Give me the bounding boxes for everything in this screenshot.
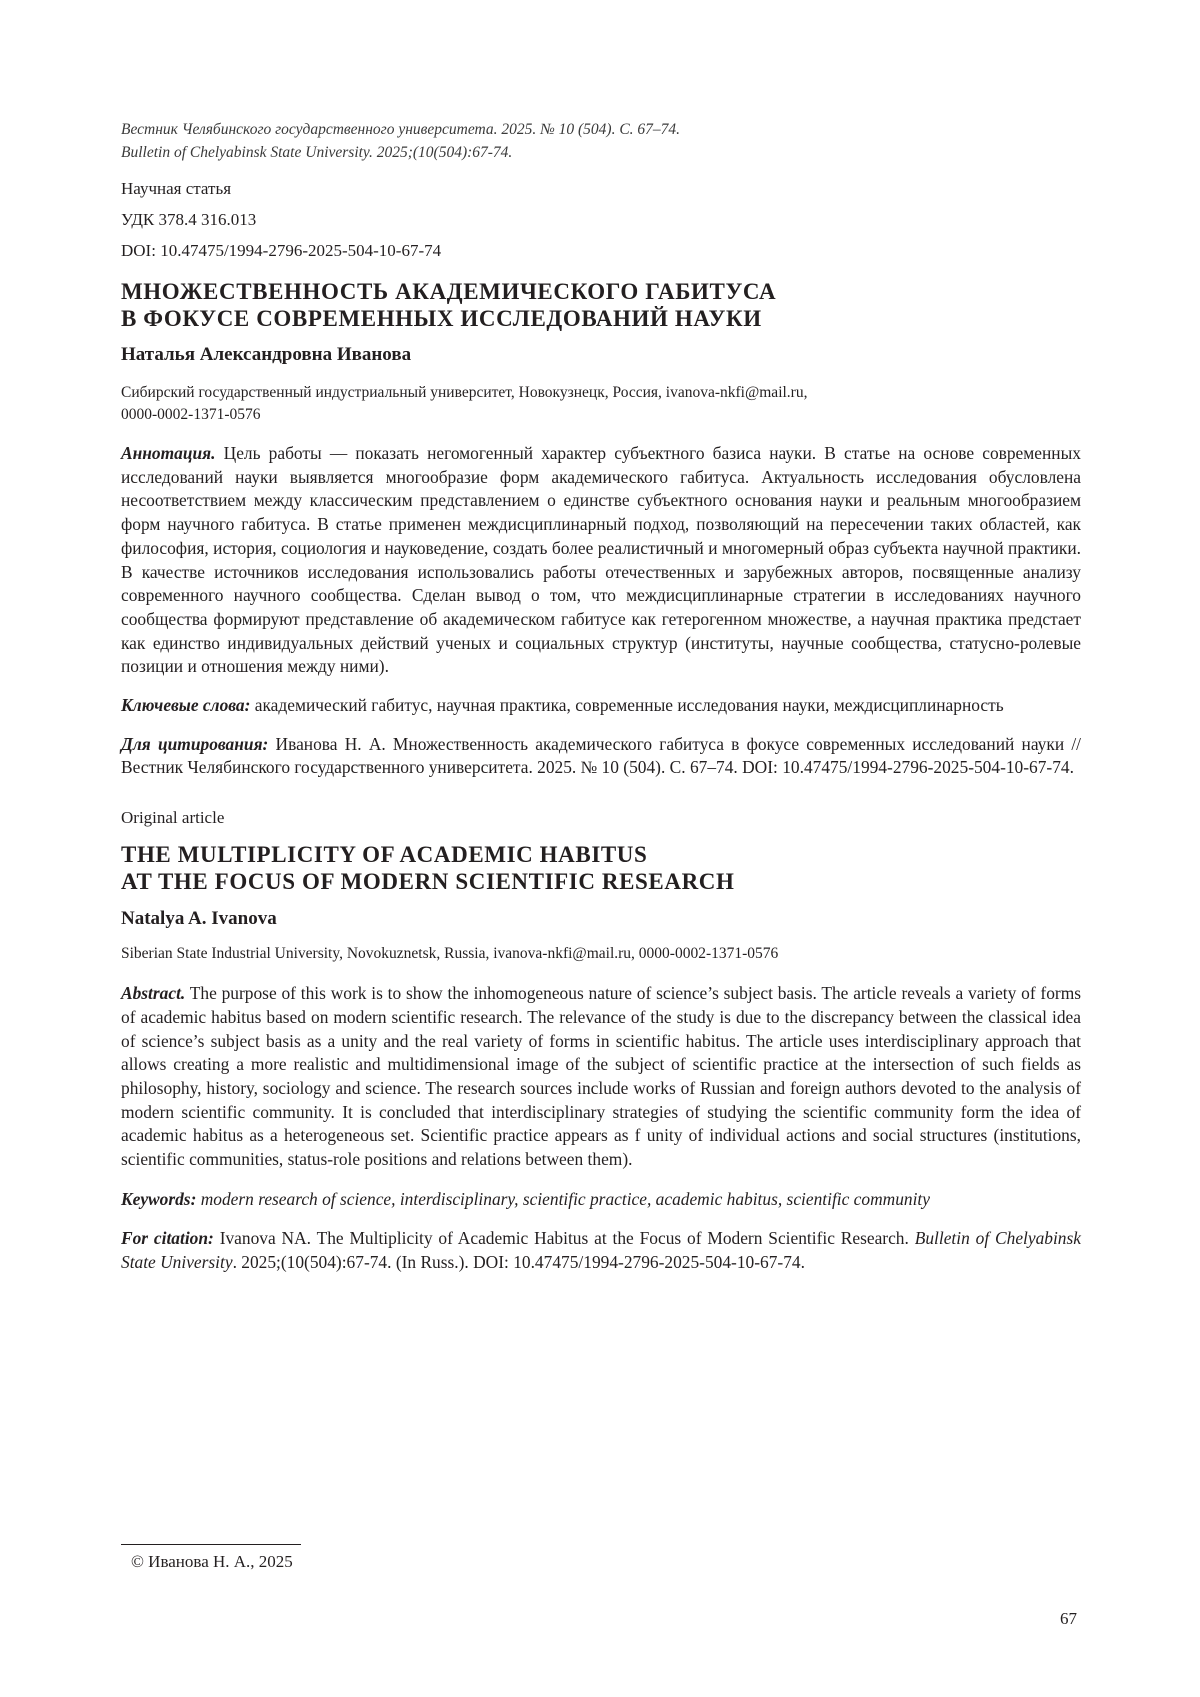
citation-ru-text: Иванова Н. А. Множественность академического габитуса в фокусе современных исследований науки // Вестник Челябинского государственного университета. 2025. № 10 (504). С. 67–74. DOI: 10.47475/1994-2796-2025-504-10-67-74. (121, 733, 1081, 778)
article-first-page (121, 118, 1081, 1275)
footnote-divider (121, 1544, 301, 1545)
keywords-ru (121, 694, 1081, 718)
citation-ru-label: Для цитирования: (121, 733, 269, 754)
author-en: Natalya A. Ivanova (121, 908, 277, 930)
article-type-en: Original article (121, 808, 225, 828)
keywords-ru-text: академический габитус, научная практика, современные исследования науки, междисциплинарность (254, 695, 1004, 716)
journal-citation-ru: Вестник Челябинского государственного университета. 2025. № 10 (504). С. 67–74. (121, 121, 681, 138)
title-ru (121, 278, 1081, 332)
author-ru: Наталья Александровна Иванова (121, 344, 412, 365)
page-number: 67 (1060, 1609, 1077, 1628)
affiliation-ru (121, 382, 1081, 426)
abstract-ru (121, 442, 1081, 679)
article-meta-ru (121, 178, 1081, 262)
affiliation-en: Siberian State Industrial University, Novokuznetsk, Russia, ivanova-nkfi@mail.ru, 0000-0002-1371-0576 (121, 945, 779, 963)
doi: DOI: 10.47475/1994-2796-2025-504-10-67-74 (121, 241, 442, 260)
citation-ru (121, 733, 1081, 780)
abstract-en (121, 982, 1081, 1172)
citation-en-text-2: . 2025;(10(504):67-74. (In Russ.). DOI: 10.47475/1994-2796-2025-504-10-67-74. (232, 1252, 805, 1273)
abstract-ru-label: Аннотация. (121, 443, 216, 463)
title-ru-line-2: В ФОКУСЕ СОВРЕМЕННЫХ ИССЛЕДОВАНИЙ НАУКИ (121, 306, 762, 331)
keywords-en-text: modern research of science, interdisciplinary, scientific practice, academic habitus, scientific community (200, 1188, 930, 1209)
citation-en (121, 1227, 1081, 1274)
title-en-line-1: THE MULTIPLICITY OF ACADEMIC HABITUS (121, 842, 648, 868)
title-en-line-2: AT THE FOCUS OF MODERN SCIENTIFIC RESEARCH (121, 869, 735, 895)
keywords-en (121, 1188, 1081, 1212)
title-ru-line-1: МНОЖЕСТВЕННОСТЬ АКАДЕМИЧЕСКОГО ГАБИТУСА (121, 279, 777, 304)
journal-header (121, 118, 1081, 164)
citation-en-journal: Bulletin of Chelyabinsk State University (121, 1228, 1081, 1273)
title-en (121, 841, 1081, 895)
citation-en-label: For citation: (121, 1228, 214, 1249)
abstract-en-label: Abstract. (121, 983, 186, 1004)
affiliation-ru-line-1: Сибирский государственный индустриальный университет, Новокузнецк, Россия, ivanova-nkfi@mail.ru, (121, 384, 808, 401)
citation-en-text-1: Ivanova NA. The Multiplicity of Academic Habitus at the Focus of Modern Scientific Research. (219, 1228, 909, 1249)
copyright-notice: © Иванова Н. А., 2025 (131, 1552, 293, 1571)
article-type-ru: Научная статья (121, 179, 232, 198)
abstract-en-text: The purpose of this work is to show the inhomogeneous nature of science’s subject basis. The article reveals a variety of forms of academic habitus based on modern scientific research. The relevance of the study is due to the discrepancy between the classical idea of science’s subject basis as a unity and the real variety of forms in scientific habitus. The article uses interdisciplinary approach that allows creating a more realistic and multidimensional image of the subject of scientific practice at the intersection of such fields as philosophy, history, sociology and science. The research sources include works of Russian and foreign authors devoted to the analysis of modern scientific community. It is concluded that interdisciplinary strategies of studying the scientific community form the idea of academic habitus as a heterogeneous set. Scientific practice appears as f unity of individual actions and social structures (institutions, scientific communities, status-role positions and relations between them). (121, 983, 1081, 1170)
keywords-ru-label: Ключевые слова: (121, 695, 251, 716)
abstract-ru-text: Цель работы — показать негомогенный характер субъектного базиса науки. В статье на основе современных исследований науки выявляется многообразие форм академического габитуса. Актуальность исследования обусловлена несоответствием между классическим представлением о единстве субъектного основания науки и реальным многообразием форм научного габитуса. В статье применен междисциплинарный подход, позволяющий на пересечении таких областей, как философия, история, социология и науковедение, создать более реалистичный и многомерный образ субъекта научной практики. В качестве источников исследования использовались работы отечественных и зарубежных авторов, посвященные анализу современного научного сообщества. Сделан вывод о том, что междисциплинарные стратегии в исследованиях научного сообщества формируют представление об академическом габитусе как гетерогенном множестве, а научная практика предстает как единство индивидуальных действий ученых и социальных структур (институты, научные сообщества, статусно-ролевые позиции и отношения между ними). (121, 443, 1081, 677)
journal-citation-en: Bulletin of Chelyabinsk State University. 2025;(10(504):67-74. (121, 144, 513, 161)
affiliation-ru-line-2: 0000-0002-1371-0576 (121, 406, 261, 423)
keywords-en-label: Keywords: (121, 1188, 197, 1209)
udc: УДК 378.4 316.013 (121, 210, 257, 229)
